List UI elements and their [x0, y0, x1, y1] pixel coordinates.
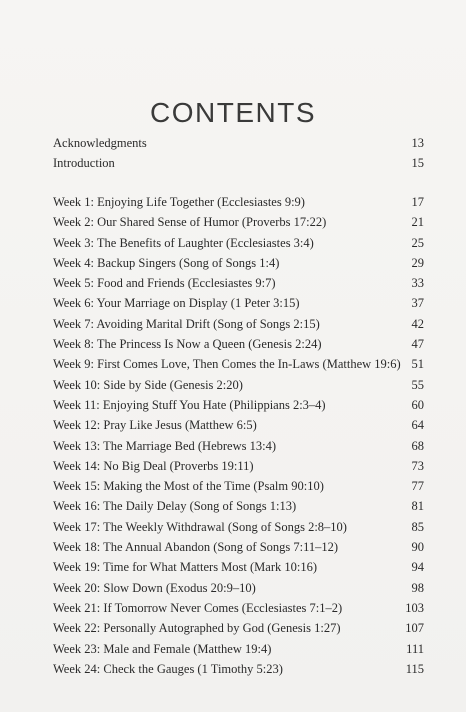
- front-matter-list: [53, 133, 424, 174]
- entry-page-number: 73: [411, 458, 424, 473]
- entry-title: Week 15: Making the Most of the Time (Psalm 90:10): [53, 479, 324, 494]
- page-title: CONTENTS: [150, 96, 316, 128]
- entry-page-number: 94: [411, 560, 424, 575]
- entry-page-number: 98: [411, 580, 424, 595]
- toc-entry-week: [53, 496, 424, 516]
- entry-page-number: 25: [411, 235, 424, 250]
- entry-title: Week 12: Pray Like Jesus (Matthew 6:5): [53, 418, 257, 433]
- entry-title: Week 5: Food and Friends (Ecclesiastes 9:7): [53, 276, 276, 291]
- entry-title: Week 9: First Comes Love, Then Comes the In-Laws (Matthew 19:6): [53, 357, 401, 372]
- entry-page-number: 15: [411, 156, 424, 171]
- entry-page-number: 33: [411, 276, 424, 291]
- toc-entry-week: [53, 436, 424, 456]
- toc-entry-week: [53, 192, 424, 212]
- entry-page-number: 60: [411, 397, 424, 412]
- entry-page-number: 103: [405, 600, 424, 615]
- toc-entry-week: [53, 557, 424, 577]
- toc-entry-week: [53, 537, 424, 557]
- entry-page-number: 68: [411, 438, 424, 453]
- entry-title: Week 19: Time for What Matters Most (Mark 10:16): [53, 560, 318, 575]
- toc-entry-week: [53, 354, 424, 374]
- toc-entry-week: [53, 639, 424, 659]
- entry-page-number: 51: [411, 357, 424, 372]
- entry-title: Week 24: Check the Gauges (1 Timothy 5:23): [53, 661, 283, 676]
- entry-title: Week 4: Backup Singers (Song of Songs 1:4): [53, 255, 280, 270]
- entry-page-number: 90: [411, 540, 424, 555]
- entry-title: Week 16: The Daily Delay (Song of Songs 1:13): [53, 499, 297, 514]
- toc-entry-front: [53, 133, 424, 153]
- toc-entry-week: [53, 314, 424, 334]
- toc-entry-week: [53, 253, 424, 273]
- entry-title: Week 18: The Annual Abandon (Song of Songs 7:11–12): [53, 540, 339, 555]
- entry-page-number: 21: [411, 215, 424, 230]
- toc-entry-week: [53, 395, 424, 415]
- entry-title: Week 13: The Marriage Bed (Hebrews 13:4): [53, 438, 276, 453]
- toc-entry-week: [53, 598, 424, 618]
- toc-entry-week: [53, 517, 424, 537]
- entry-page-number: 42: [411, 316, 424, 331]
- toc-entry-week: [53, 293, 424, 313]
- toc-entry-week: [53, 578, 424, 598]
- entry-title: Week 8: The Princess Is Now a Queen (Genesis 2:24): [53, 337, 322, 352]
- entry-page-number: 13: [411, 136, 424, 150]
- toc-entry-week: [53, 456, 424, 476]
- toc-entry-week: [53, 273, 424, 293]
- entry-page-number: 64: [411, 418, 424, 433]
- entry-title: Week 20: Slow Down (Exodus 20:9–10): [53, 580, 256, 595]
- entry-page-number: 85: [411, 519, 424, 534]
- toc-entry-week: [53, 212, 424, 232]
- entry-title: Week 10: Side by Side (Genesis 2:20): [53, 377, 243, 392]
- entry-title: Week 1: Enjoying Life Together (Ecclesiastes 9:9): [53, 195, 305, 209]
- entry-page-number: 17: [411, 195, 424, 209]
- entry-title: Week 14: No Big Deal (Proverbs 19:11): [53, 458, 254, 473]
- entry-page-number: 111: [406, 641, 424, 656]
- entry-title: Week 11: Enjoying Stuff You Hate (Philippians 2:3–4): [53, 397, 326, 412]
- toc-entry-week: [53, 618, 424, 638]
- toc-entry-front: [53, 153, 424, 173]
- toc-entry-week: [53, 375, 424, 395]
- entry-title: Week 23: Male and Female (Matthew 19:4): [53, 641, 272, 656]
- toc-entry-week: [53, 415, 424, 435]
- toc-entry-week: [53, 659, 424, 679]
- entry-page-number: 107: [405, 621, 424, 636]
- toc-entry-week: [53, 334, 424, 354]
- entry-page-number: 47: [411, 337, 424, 352]
- entry-title: Week 6: Your Marriage on Display (1 Peter 3:15): [53, 296, 300, 311]
- entry-page-number: 115: [405, 661, 424, 676]
- entry-page-number: 81: [411, 499, 424, 514]
- entry-page-number: 29: [411, 255, 424, 270]
- entry-page-number: 37: [411, 296, 424, 311]
- entry-title: Week 7: Avoiding Marital Drift (Song of Songs 2:15): [53, 316, 320, 331]
- weeks-list: [53, 192, 424, 679]
- entry-title: Introduction: [53, 156, 115, 171]
- entry-title: Week 2: Our Shared Sense of Humor (Proverbs 17:22): [53, 215, 327, 230]
- toc-entry-week: [53, 233, 424, 253]
- toc-entry-week: [53, 476, 424, 496]
- entry-page-number: 55: [411, 377, 424, 392]
- entry-title: Week 17: The Weekly Withdrawal (Song of Songs 2:8–10): [53, 519, 347, 534]
- entry-title: Acknowledgments: [53, 136, 147, 150]
- entry-page-number: 77: [411, 479, 424, 494]
- entry-title: Week 21: If Tomorrow Never Comes (Ecclesiastes 7:1–2): [53, 600, 343, 615]
- entry-title: Week 3: The Benefits of Laughter (Ecclesiastes 3:4): [53, 235, 314, 250]
- entry-title: Week 22: Personally Autographed by God (Genesis 1:27): [53, 621, 341, 636]
